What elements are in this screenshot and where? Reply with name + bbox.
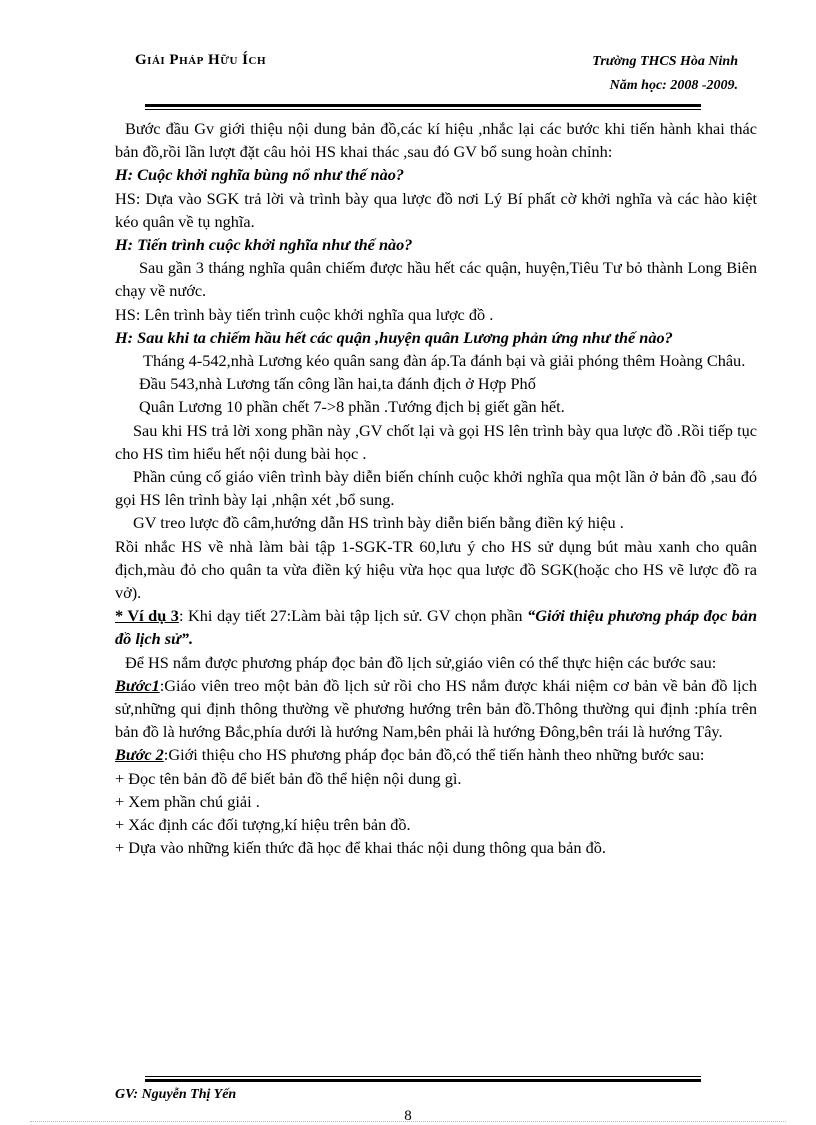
list-item: + Xem phần chú giải .	[115, 791, 260, 811]
question: H: Tiến trình cuộc khởi nghĩa như thế nào?	[115, 235, 413, 255]
paragraph: HS: Dựa vào SGK trả lời và trình bày qua lược đồ nơi Lý Bí phất cờ khởi nghĩa và các hào kiệt kéo quân về tụ nghĩa.	[115, 188, 757, 231]
step2-text: :Giới thiệu cho HS phương pháp đọc bản đồ,có thể tiến hành theo những bước sau:	[163, 745, 705, 765]
example-paragraph	[115, 604, 757, 650]
header-school	[592, 50, 738, 98]
step1-label: Bước1	[115, 675, 160, 695]
page-edge-dots	[30, 1121, 786, 1122]
paragraph: Đầu 543,nhà Lương tấn công lần hai,ta đánh địch ở Hợp Phố	[139, 374, 536, 394]
document-body	[115, 117, 757, 860]
page-number: 8	[404, 1108, 412, 1124]
step-paragraph	[115, 674, 757, 744]
example-text: Khi dạy tiết 27:Làm bài tập lịch sử. GV chọn phần	[183, 606, 528, 626]
step1-text: :Giáo viên treo một bản đồ lịch sử rồi cho HS nắm được khái niệm cơ bản về bản đồ lịch sử,những qui định thông thường về phương hướng trên bản đồ.Thông thường qui định :phía trên bản đồ là hướng Bắc,phía dưới là hướng Nam,bên phải là hướng Đông,bên trái là hướng Tây.	[115, 675, 757, 742]
paragraph: Rồi nhắc HS về nhà làm bài tập 1-SGK-TR 60,lưu ý cho HS sử dụng bút màu xanh cho quân địch,màu đỏ cho quân ta vừa điền ký hiệu vừa học qua lược đồ SGK(hoặc cho HS vẽ lược đồ ra vở).	[115, 536, 757, 603]
paragraph: Sau gần 3 tháng nghĩa quân chiếm được hầu hết các quận, huyện,Tiêu Tư bỏ thành Long Biên chạy về nước.	[115, 258, 757, 301]
example-label: * Ví dụ 3	[115, 606, 179, 626]
paragraph: HS: Lên trình bày tiến trình cuộc khởi nghĩa qua lược đồ .	[115, 304, 494, 324]
paragraph: Để HS nắm được phương pháp đọc bản đồ lịch sử,giáo viên có thể thực hiện các bước sau:	[125, 652, 717, 672]
header-divider	[145, 104, 701, 110]
step-paragraph	[115, 743, 757, 766]
list-item: + Đọc tên bản đồ để biết bản đồ thể hiện nội dung gì.	[115, 768, 462, 788]
footer-divider	[145, 1076, 701, 1082]
paragraph: Quân Lương 10 phần chết 7->8 phần .Tướng địch bị giết gần hết.	[139, 397, 565, 417]
school-name: Trường THCS Hòa Ninh	[592, 54, 738, 69]
list-item: + Dựa vào những kiến thức đã học để khai thác nội dung thông qua bản đồ.	[115, 838, 606, 858]
paragraph: Bước đầu Gv giới thiệu nội dung bản đồ,các kí hiệu ,nhắc lại các bước khi tiến hành khai thác bản đồ,rồi lần lượt đặt câu hỏi HS khai thác ,sau đó GV bổ sung hoàn chỉnh:	[115, 119, 757, 162]
list-item: + Xác định các đối tượng,kí hiệu trên bản đồ.	[115, 815, 411, 835]
paragraph: GV treo lược đồ câm,hướng dẫn HS trình bày diễn biến bằng điền ký hiệu .	[133, 513, 624, 533]
paragraph: Phần củng cố giáo viên trình bày diễn biến chính cuộc khởi nghĩa qua một lần ở bản đồ ,sau đó gọi HS lên trình bày lại ,nhận xét ,bổ sung.	[115, 467, 757, 510]
footer-author: GV: Nguyễn Thị Yến	[115, 1087, 237, 1102]
question: H: Sau khi ta chiếm hầu hết các quận ,huyện quân Lương phản ứng như thế nào?	[115, 327, 673, 347]
step2-label: Bước 2	[115, 745, 164, 765]
paragraph: Sau khi HS trả lời xong phần này ,GV chốt lại và gọi HS lên trình bày qua lược đồ .Rồi tiếp tục cho HS tìm hiểu hết nội dung bài học .	[115, 420, 757, 463]
example-title: “Giới thiệu phương pháp đọc bản đồ lịch sử”.	[115, 606, 758, 649]
example-colon: :	[178, 606, 184, 626]
question: H: Cuộc khởi nghĩa bùng nổ như thế nào?	[115, 165, 405, 185]
school-year: Năm học: 2008 -2009.	[609, 78, 738, 93]
paragraph: Tháng 4-542,nhà Lương kéo quân sang đàn áp.Ta đánh bại và giải phóng thêm Hoàng Châu.	[143, 351, 746, 371]
header-title: Giải Pháp Hữu Ích	[135, 52, 267, 68]
